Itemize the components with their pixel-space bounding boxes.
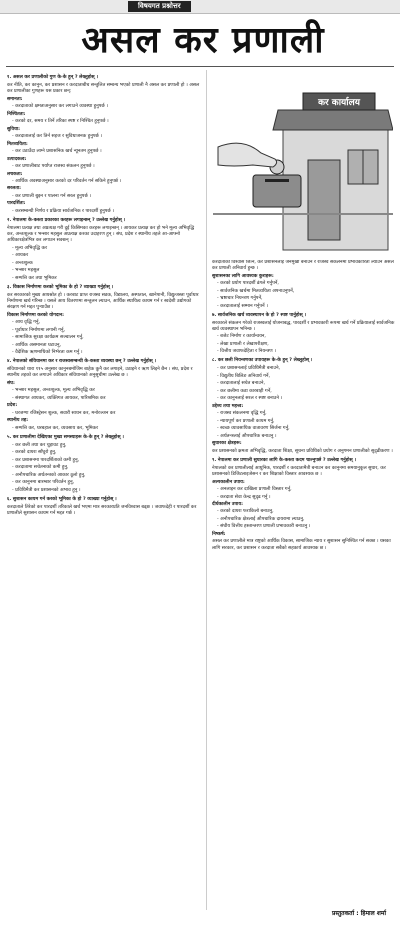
bullet-item: - सामाजिक सुरक्षा कार्यक्रम सञ्चालन गर्नु, bbox=[12, 335, 84, 341]
bullet-item: - बजेट निर्माण र कार्यान्वयन, bbox=[217, 334, 266, 340]
question-heading: ५. कर प्रणालीमा देखिएका मुख्य समस्याहरू के-के हुन् ? लेख्नुहोस् । bbox=[7, 434, 124, 440]
tax-office-illustration bbox=[213, 75, 393, 255]
bullet-item: - अर्थतन्त्रलाई औपचारिक बनाउनु । bbox=[217, 433, 277, 439]
bullet-item: - कर उठाउँदा लाग्ने प्रशासनिक खर्च न्यूनतम हुनुपर्छ । bbox=[12, 149, 102, 155]
paragraph: असल कर प्रणालीले मात्र राष्ट्रको आर्थिक विकास, सामाजिक न्याय र सुशासन सुनिश्चित गर्न सक्छ । यसका लागि सरकार, कर प्रशासन र करदाता सबैको सहकार्य आवश्यक छ । bbox=[212, 539, 391, 551]
paragraph: सरकारले संकलन गरेको राजस्वलाई योजनाबद्ध, पारदर्शी र प्रभावकारी रूपमा खर्च गर्ने प्रक्रियालाई सार्वजनिक खर्च व्यवस्थापन भनिन्छ । bbox=[212, 320, 395, 332]
question-heading: ६. सुशासन कायम गर्न करको भूमिका के हो ? व्याख्या गर्नुहोस् । bbox=[7, 496, 117, 502]
bullet-item: - कर प्रणालीबाट पर्याप्त राजस्व संकलन हुनुपर्छ । bbox=[12, 164, 95, 170]
paragraph: कर प्रशासनको क्षमता अभिवृद्धि, करदाता शिक्षा, सूचना प्रविधिको प्रयोग र अनुगमन प्रणालीको सुदृढीकरण । bbox=[212, 448, 393, 454]
right-column bbox=[212, 260, 396, 900]
bullet-item: - विद्युतीय बिलिङ अनिवार्य गर्ने, bbox=[217, 373, 270, 379]
column-divider bbox=[206, 70, 207, 910]
paragraph: संविधानको धारा ११५ अनुसार कानुनबमोजिम बाहेक कुनै कर लगाइने, उठाइने र ऋण लिइने छैन । संघ, प्रदेश र स्थानीय तहको कर लगाउने अधिकार संविधानको अनुसूचीमा उल्लेख छ । bbox=[7, 367, 193, 379]
bullet-item: - भन्सार महसुल bbox=[12, 268, 40, 274]
question-heading: १. असल कर प्रणालीको गुण के-के हुन् ? लेख्नुहोस् । bbox=[7, 75, 99, 80]
bullet-item: - संघीय वित्तीय हस्तान्तरण प्रणाली प्रभावकारी बनाउनु । bbox=[217, 524, 311, 530]
subheading: अल्पकालीन उपाय: bbox=[212, 479, 245, 485]
bullet-item: - आर्थिक अवस्थाअनुसार करको दर परिवर्तन गर्न सकिने हुनुपर्छ । bbox=[12, 179, 122, 184]
question-heading: ३. विकास निर्माणमा करको भूमिका के हो ? व्याख्या गर्नुहोस् । bbox=[7, 284, 114, 290]
bullet-item: - करको दर, समय र तिर्ने तरिका स्पष्ट र निश्चित हुनुपर्छ । bbox=[12, 119, 109, 125]
bullet-item: - कर प्रशासनमा पारदर्शिताको कमी हुनु, bbox=[12, 457, 80, 463]
bullet-item: - अन्तःशुल्क bbox=[12, 260, 33, 266]
subheading: दीर्घकालीन उपाय: bbox=[212, 501, 243, 507]
subheading: समानता: bbox=[7, 96, 23, 102]
question-heading: २. नेपालमा के-कस्ता प्रकारका करहरू लगाइन्छन् ? उल्लेख गर्नुहोस् । bbox=[7, 218, 126, 224]
page-title: असल कर प्रणाली bbox=[81, 19, 325, 61]
bullet-item: - पूर्वाधार निर्माणमा लगानी गर्नु, bbox=[12, 327, 65, 333]
bullet-item: - करको दायरा साँघुरो हुनु, bbox=[12, 450, 57, 456]
bullet-item: - लेखा प्रणाली र लेखापरीक्षण, bbox=[217, 341, 269, 347]
question-heading: ४. नेपालको संविधानमा कर र राजस्वसम्बन्धी के-कस्ता व्यवस्था छन् ? उल्लेख गर्नुहोस् । bbox=[7, 359, 157, 365]
subheading: मितव्ययिता: bbox=[7, 141, 28, 147]
bullet-item: - अनौपचारिक अर्थतन्त्रको आकार ठूलो हुनु, bbox=[12, 472, 86, 478]
bullet-item: - कर प्रशासनलाई प्रविधिमैत्री बनाउने, bbox=[217, 366, 281, 372]
bullet-item: - करदातालाई कर तिर्न सहज र सुविधाजनक हुनुपर्छ । bbox=[12, 134, 103, 140]
bullet-item: - आयकर bbox=[12, 253, 29, 259]
subheading: उत्पादकत्व: bbox=[7, 156, 27, 162]
signboard-text: कर कार्यालय bbox=[318, 98, 360, 108]
subheading: सुशासनका लागि आवश्यक कुराहरू: bbox=[212, 273, 274, 279]
paragraph: कर सरकारको मुख्य आयस्रोत हो । करबाट प्राप्त राजस्व सडक, विद्यालय, अस्पताल, खानेपानी, विद्युत्जस्ता पूर्वाधार निर्माणमा खर्च गरिन्छ । यसले आय वितरणमा सन्तुलन ल्याउन, आर्थिक स्थायित्व कायम गर्न र स्वदेशी उद्योगको संरक्षण गर्न मद्दत पुर्‍याउँछ । bbox=[7, 292, 199, 311]
bullet-item: - संस्थागत आयकर, व्यक्तिगत आयकर, पारिश्रमिक कर bbox=[12, 395, 106, 401]
bullet-item: - मूल्य अभिवृद्धि कर bbox=[12, 245, 47, 251]
bullet-item: - कर छली तथा कर चुहावट हुनु, bbox=[12, 442, 67, 448]
bullet-item: - अनलाइन कर दाखिला प्रणाली विस्तार गर्नु, bbox=[217, 487, 292, 493]
bullet-item: - आर्थिक असमानता घटाउनु, bbox=[12, 342, 62, 348]
subheading: प्रदेश: bbox=[7, 403, 18, 409]
section-tag: विषयगत प्रश्नोत्तर bbox=[128, 1, 191, 12]
hand-icon bbox=[218, 143, 277, 167]
bullet-item: - वित्तीय जवाफदेहिता र नियन्त्रण । bbox=[217, 349, 276, 355]
paragraph: नेपालको कर प्रणालीलाई आधुनिक, पारदर्शी र करदातामैत्री बनाउन कर कानुनमा समयानुकूल सुधार, कर प्रशासनको डिजिटलाइजेसन र कर शिक्षाको विस्तार आवश्यक छ । bbox=[212, 465, 386, 478]
bullet-item: - स्वच्छ व्यावसायिक वातावरण सिर्जना गर्नु, bbox=[217, 426, 290, 432]
bullet-item: - कर छलीमा कडा कारबाही गर्ने, bbox=[217, 388, 272, 394]
bullet-item: - सम्पत्ति कर तथा भूमिकर bbox=[12, 275, 57, 281]
bullet-item: - आय वृद्धि गर्नु, bbox=[12, 320, 40, 326]
subheading: लचकता: bbox=[7, 171, 23, 177]
subheading: निश्चितता: bbox=[7, 111, 26, 117]
subheading: उद्देश्य तथा महत्त्व: bbox=[212, 403, 244, 409]
bullet-item: - सार्वजनिक खर्चमा मितव्ययिता अपनाउनुपर्ने, bbox=[217, 288, 295, 294]
bullet-item: - भ्रष्टाचार नियन्त्रण गर्नुपर्ने, bbox=[217, 296, 263, 302]
subheading: सुधारका क्षेत्रहरू: bbox=[212, 441, 242, 447]
bullet-item: - करदातामा सचेतनाको कमी हुनु, bbox=[12, 465, 69, 471]
bullet-item: - कर प्रणाली बुझ्न र पालना गर्न सरल हुनुपर्छ । bbox=[12, 193, 91, 199]
bullet-item: - राजस्व संकलनमा वृद्धि गर्नु, bbox=[217, 411, 267, 417]
paragraph: करदाताले तिरेको कर पारदर्शी तरिकाले खर्च भएमा मात्र सरकारप्रति जनविश्वास बढ्छ । जवाफदेही र पारदर्शी कर प्रणालीले सुशासन कायम गर्न मद्दत गर्छ । bbox=[7, 504, 197, 517]
building-roof bbox=[273, 110, 393, 130]
subheading: निष्कर्ष: bbox=[212, 531, 226, 537]
bullet-item: - करको दायरा फराकिलो बनाउनु, bbox=[217, 509, 274, 515]
bullet-item: - सम्पत्ति कर, घरबहाल कर, व्यवसाय कर, भूमिकर bbox=[12, 425, 99, 431]
office-door bbox=[308, 160, 340, 240]
author-credit: प्रस्तुतकर्ता : हिमाल शर्मा bbox=[331, 910, 386, 917]
subheading: सरलता: bbox=[7, 186, 22, 192]
bullet-item: - करदातालाई सचेत बनाउने, bbox=[217, 381, 265, 387]
paragraph: कर नीति, कर कानुन, कर प्रशासन र करदाताबीच सन्तुलित सम्बन्ध भएको प्रणाली नै असल कर प्रणाली हो । असल कर प्रणालीका गुणहरू यस प्रकार छन्: bbox=[7, 83, 200, 95]
bullet-item: - करदाता सेवा केन्द्र सुदृढ गर्नु । bbox=[217, 494, 271, 500]
question-heading: ७. सार्वजनिक खर्च व्यवस्थापन के हो ? स्पष्ट पार्नुहोस् । bbox=[212, 312, 307, 318]
bullet-item: - वैदेशिक ऋणमाथिको निर्भरता कम गर्नु । bbox=[12, 350, 83, 356]
bullet-item: - न्यायपूर्ण कर प्रणाली कायम गर्नु, bbox=[217, 418, 275, 424]
bullet-item: - कर कानुनमा बारम्बार परिवर्तन हुनु, bbox=[12, 480, 75, 486]
left-column bbox=[7, 72, 202, 912]
bullet-item: - अनौपचारिक क्षेत्रलाई औपचारिक दायरामा ल्याउनु, bbox=[217, 516, 305, 522]
bullet-item: - घरजग्गा रजिस्ट्रेसन शुल्क, सवारी साधन कर, मनोरञ्जन कर bbox=[12, 410, 116, 416]
subheading: विकास निर्माणमा करको योगदान: bbox=[7, 312, 65, 318]
bullet-item: - भन्सार महसुल, अन्तःशुल्क, मूल्य अभिवृद्धि कर bbox=[12, 388, 95, 394]
subheading: पारदर्शिता: bbox=[7, 201, 26, 207]
bullet-item: - प्रविधिमैत्री कर प्रशासनको अभाव हुनु । bbox=[12, 487, 81, 493]
subheading: स्थानीय तह: bbox=[7, 418, 29, 424]
question-heading: ८. कर छली नियन्त्रणका उपायहरू के-के हुन् ? लेख्नुहोस् । bbox=[212, 358, 313, 364]
ground-line bbox=[213, 213, 393, 215]
paragraph: करदाताको विश्वास जित्न, कर प्रशासनलाई जनमुखी बनाउन र राजस्व संकलनमा प्रभावकारिता ल्याउन असल कर प्रणाली अनिवार्य हुन्छ । bbox=[212, 260, 394, 272]
paragraph: नेपालमा प्रत्यक्ष तथा अप्रत्यक्ष गरी दुई किसिमका करहरू लगाइन्छन् । आयकर प्रत्यक्ष कर हो भने मूल्य अभिवृद्धि कर, अन्तःशुल्क र भन्सार महसुल अप्रत्यक्ष करका उदाहरण हुन् । संघ, प्रदेश र स्थानीय तहले आ-आफ्नो अधिकारक्षेत्रभित्र कर लगाउन सक्छन् । bbox=[7, 226, 195, 244]
question-heading: ९. नेपालमा कर प्रणाली सुधारका लागि के-कस्ता कदम चाल्नुपर्छ ? उल्लेख गर्नुहोस् । bbox=[212, 457, 357, 463]
bullet-item: - करदाताको क्षमताअनुसार कर लगाउने व्यवस्था हुनुपर्छ । bbox=[12, 104, 108, 110]
bullet-item: - करदातालाई सम्मान गर्नुपर्ने । bbox=[217, 303, 268, 309]
bullet-item: - कर कानुनलाई सरल र स्पष्ट बनाउने । bbox=[217, 396, 283, 402]
coin-slot bbox=[265, 179, 289, 182]
subheading: सुविधा: bbox=[7, 126, 20, 132]
title-rule bbox=[6, 66, 394, 67]
bullet-item: - करको प्रयोग पारदर्शी ढंगले गर्नुपर्ने, bbox=[217, 281, 279, 287]
top-bar bbox=[0, 0, 400, 14]
subheading: संघ: bbox=[7, 380, 15, 386]
bullet-item: - करसम्बन्धी निर्णय र प्रक्रिया सार्वजनिक र पारदर्शी हुनुपर्छ । bbox=[12, 208, 114, 214]
